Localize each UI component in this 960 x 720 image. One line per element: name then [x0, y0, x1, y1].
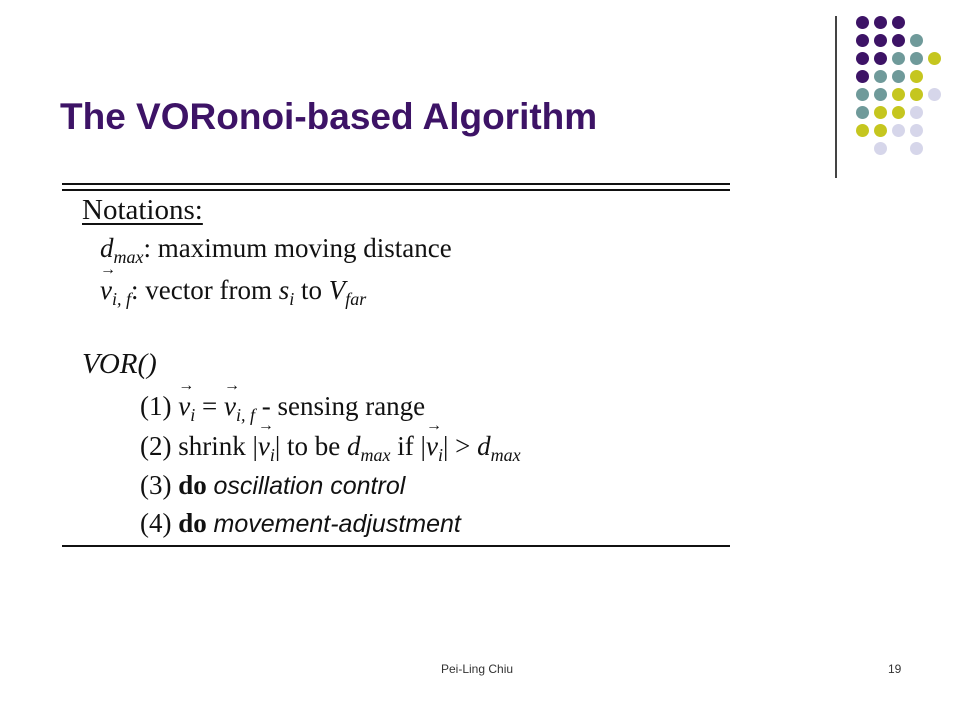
decorative-dot — [910, 124, 923, 137]
decorative-dot — [892, 106, 905, 119]
step-3: (3) do oscillation control — [140, 470, 406, 500]
top-rule-outer — [62, 183, 730, 185]
decorative-dot — [874, 16, 887, 29]
decorative-dot — [874, 34, 887, 47]
decorative-dot — [856, 106, 869, 119]
bottom-rule — [62, 545, 730, 547]
decorative-dot — [910, 142, 923, 155]
decorative-dot — [856, 88, 869, 101]
notation-vector: → $v_{i, f}$: vector from $s_i$ to $V_{far}$ — [100, 275, 366, 310]
decorative-dot — [892, 88, 905, 101]
decorative-dot — [910, 52, 923, 65]
decorative-dot — [910, 70, 923, 83]
decorative-dot — [856, 70, 869, 83]
step-1: $(1) \to v_i$ = → $v_{i, f}$ - sensing range — [140, 391, 425, 426]
decorative-dot — [892, 16, 905, 29]
decorative-dot — [892, 52, 905, 65]
step-2: (2) shrink |→ $v_i|$ to be $d_{max}$ if |→ $v_i| > d_{max}$ — [140, 431, 521, 466]
decorative-dot — [874, 70, 887, 83]
decorative-dot — [874, 88, 887, 101]
decorative-dot — [874, 52, 887, 65]
decorative-dot — [874, 124, 887, 137]
decorative-vertical-line — [835, 16, 837, 178]
step-4: (4) do movement-adjustment — [140, 508, 461, 538]
decorative-dot — [910, 106, 923, 119]
decorative-dot — [892, 70, 905, 83]
decorative-dot — [910, 88, 923, 101]
algorithm-box — [62, 186, 730, 546]
slide-title: The VORonoi-based Algorithm — [60, 96, 598, 137]
decorative-dot — [856, 34, 869, 47]
footer-author: Pei-Ling Chiu — [441, 662, 514, 676]
decorative-dot — [856, 16, 869, 29]
function-name: VOR() — [82, 348, 157, 380]
notation-dmax: $d_{max}$: maximum moving distance — [100, 233, 452, 267]
decorative-dot — [892, 124, 905, 137]
decorative-dot — [892, 34, 905, 47]
decorative-dot — [874, 106, 887, 119]
decorative-dot — [856, 52, 869, 65]
decorative-dot — [856, 124, 869, 137]
decorative-dot — [928, 52, 941, 65]
notations-heading: Notations: — [82, 194, 203, 226]
decorative-dot — [910, 34, 923, 47]
footer-page-number: 19 — [888, 662, 902, 676]
decorative-dot — [928, 88, 941, 101]
decorative-dot — [874, 142, 887, 155]
